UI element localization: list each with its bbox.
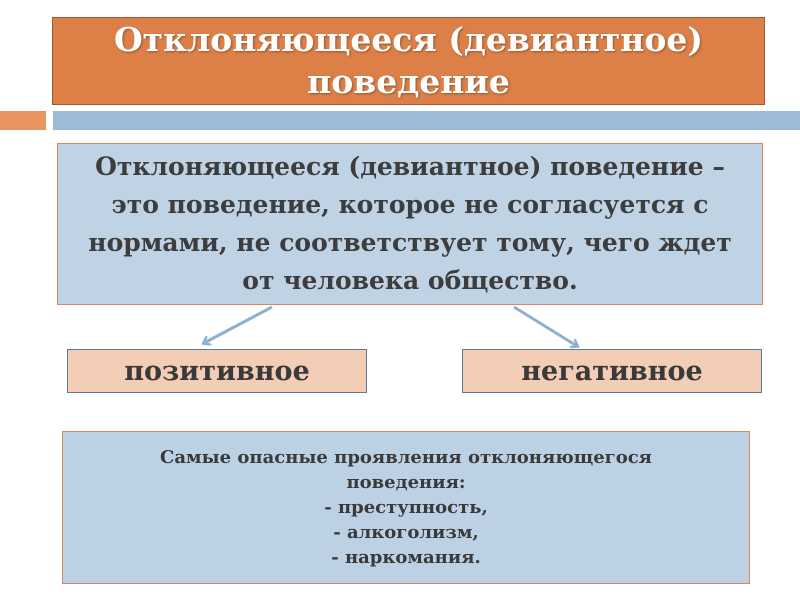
title-line-2: поведение	[307, 62, 510, 101]
definition-line-2: это поведение, которое не согласуется с	[111, 190, 709, 219]
definition-line-3: нормами, не соответствует тому, чего ждет	[88, 228, 732, 257]
arrow-to-negative	[514, 307, 577, 346]
dangers-item-3: - наркомания.	[331, 547, 481, 568]
negative-type-box	[462, 349, 762, 393]
title-line-1: Отклоняющееся (девиантное)	[113, 20, 704, 59]
dangers-heading-line-2: поведения:	[346, 472, 466, 493]
positive-label: позитивное	[124, 355, 310, 387]
definition-line-1: Отклоняющееся (девиантное) поведение –	[95, 152, 725, 181]
dangers-heading-line-1: Самые опасные проявления отклоняющегося	[160, 447, 652, 468]
dangers-box	[62, 431, 750, 584]
definition-line-4: от человека общество.	[242, 266, 578, 295]
dangers-item-2: - алкоголизм,	[333, 522, 479, 543]
negative-label: негативное	[521, 355, 703, 387]
arrow-to-positive	[204, 307, 272, 343]
positive-type-box	[67, 349, 367, 393]
dangers-item-1: - преступность,	[324, 497, 488, 518]
